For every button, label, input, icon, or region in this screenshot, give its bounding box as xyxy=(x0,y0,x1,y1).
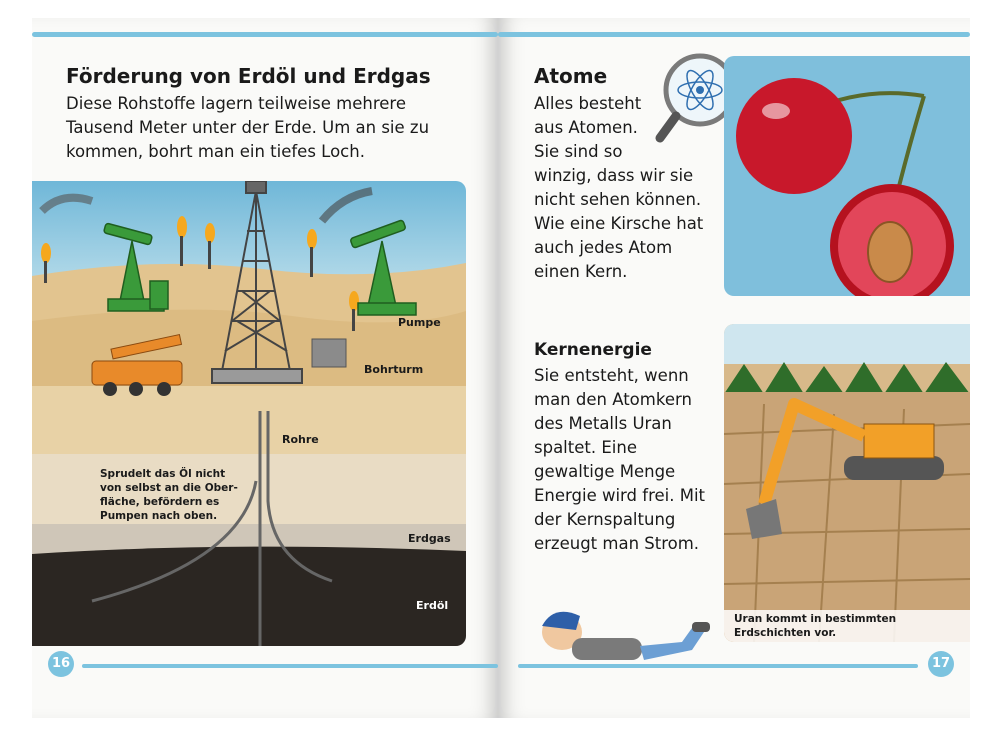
left-bottom-bar xyxy=(82,664,498,668)
cherry-illustration xyxy=(724,56,970,296)
right-page xyxy=(498,18,970,718)
caption-line: von selbst an die Ober- xyxy=(100,482,238,494)
atome-line: einen Kern. xyxy=(534,262,628,281)
page-number-right: 17 xyxy=(928,651,954,677)
atome-line: Alles besteht xyxy=(534,94,642,113)
kernenergie-line: man den Atomkern xyxy=(534,390,692,409)
left-top-bar xyxy=(32,32,498,37)
caption-line: Uran kommt in bestimmten xyxy=(734,613,897,625)
label-rohre: Rohre xyxy=(282,433,319,446)
atome-line: aus Atomen. xyxy=(534,118,638,137)
caption-line: Erdschichten vor. xyxy=(734,627,837,639)
kernenergie-line: erzeugt man Strom. xyxy=(534,534,700,553)
kernenergie-line: gewaltige Menge xyxy=(534,462,676,481)
kernenergie-line: Energie wird frei. Mit xyxy=(534,486,706,505)
oil-gas-illustration xyxy=(32,181,466,646)
kernenergie-title: Kernenergie xyxy=(534,340,652,360)
label-pumpe: Pumpe xyxy=(398,316,441,329)
caption-line: fläche, befördern es xyxy=(100,496,220,508)
cherry-drawing xyxy=(724,56,970,296)
resting-boy-icon xyxy=(532,598,722,666)
machine-house-icon xyxy=(312,339,346,367)
atome-line: Sie sind so xyxy=(534,142,623,161)
left-body-line: kommen, bohrt man ein tiefes Loch. xyxy=(66,142,365,161)
label-erdgas: Erdgas xyxy=(408,532,451,545)
atome-title: Atome xyxy=(534,64,608,88)
atome-line: Wie eine Kirsche hat xyxy=(534,214,704,233)
right-top-bar xyxy=(498,32,970,37)
atome-line: auch jedes Atom xyxy=(534,238,673,257)
left-page xyxy=(32,18,498,718)
kernenergie-body-text xyxy=(534,364,705,556)
kernenergie-line: des Metalls Uran xyxy=(534,414,672,433)
cherry-whole-icon xyxy=(736,78,852,194)
caption-line: Sprudelt das Öl nicht xyxy=(100,468,226,480)
left-body-line: Tausend Meter unter der Erde. Um an sie zu xyxy=(66,118,430,137)
uranium-caption xyxy=(734,612,896,640)
left-title: Förderung von Erdöl und Erdgas xyxy=(66,64,431,88)
label-bohrturm: Bohrturm xyxy=(364,363,424,376)
left-body-line: Diese Rohstoffe lagern teilweise mehrere xyxy=(66,94,406,113)
caption-line: Pumpen nach oben. xyxy=(100,510,218,522)
oil-field-drawing xyxy=(32,181,466,646)
kernenergie-line: spaltet. Eine xyxy=(534,438,637,457)
label-erdoel: Erdöl xyxy=(416,599,449,612)
uranium-mine-illustration xyxy=(724,324,970,642)
kernenergie-line: der Kernspaltung xyxy=(534,510,676,529)
mine-drawing xyxy=(724,324,970,642)
atome-line: nicht sehen können. xyxy=(534,190,702,209)
right-bottom-bar xyxy=(518,664,918,668)
atome-line: winzig, dass wir sie xyxy=(534,166,694,185)
page-number-left: 16 xyxy=(48,651,74,677)
oil-caption xyxy=(100,467,238,523)
left-body-text xyxy=(66,92,429,164)
kernenergie-line: Sie entsteht, wenn xyxy=(534,366,689,385)
